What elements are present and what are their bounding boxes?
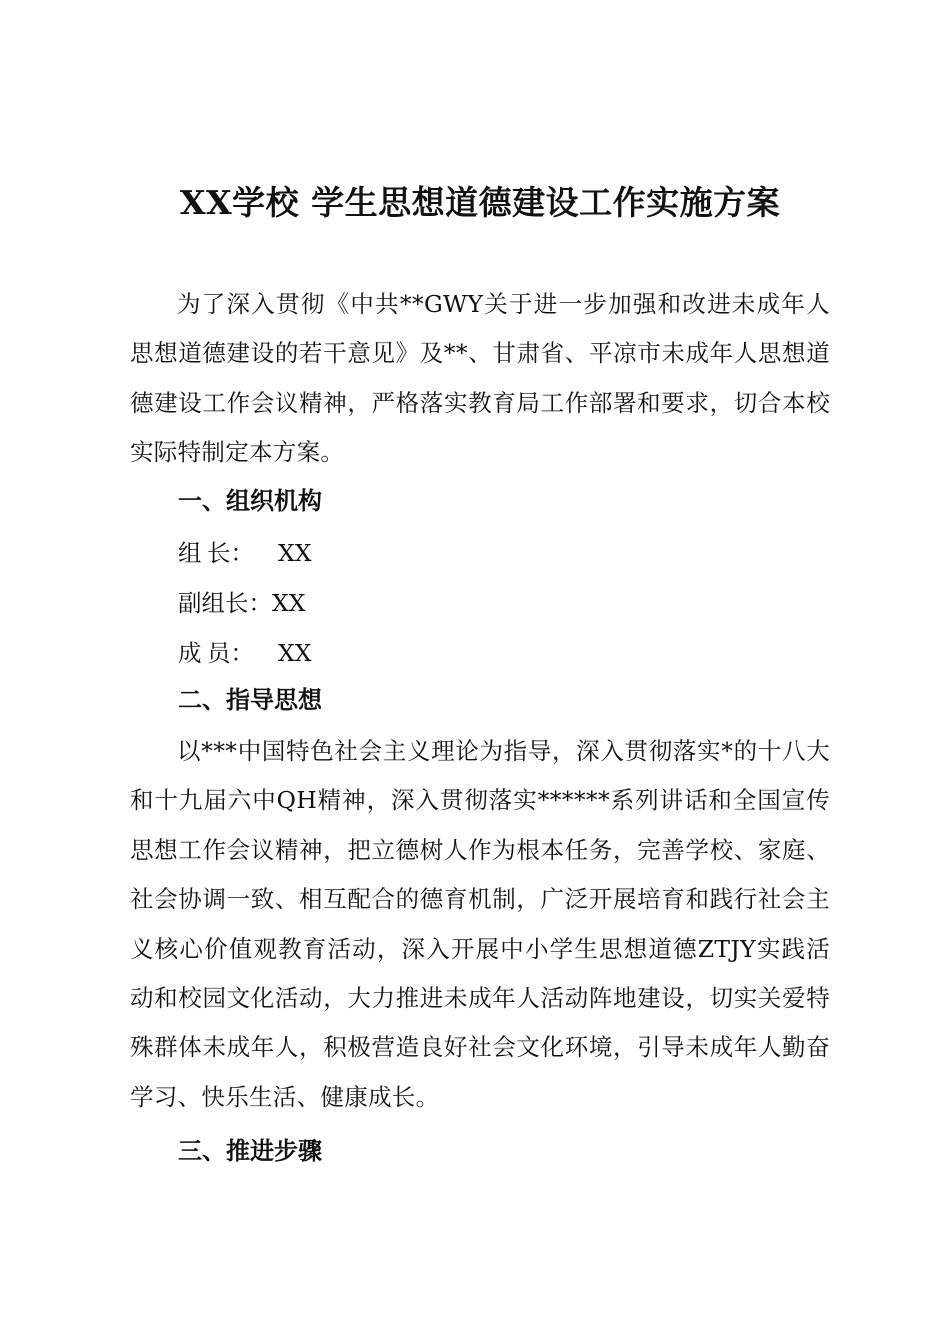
- member-label: 副组长：: [178, 589, 272, 617]
- document-title: XX学校 学生思想道德建设工作实施方案: [179, 183, 781, 222]
- member-row-members: [178, 633, 311, 673]
- member-label: 成 员：: [178, 639, 254, 667]
- member-label: 组 长：: [178, 539, 254, 567]
- intro-paragraph: 为了深入贯彻《中共**GWY关于进一步加强和改进未成年人思想道德建设的若干意见》及**、甘肃省、平凉市未成年人思想道德建设工作会议精神，严格落实教育局工作部署和要求，切合本校实际特制定本方案。: [130, 290, 830, 467]
- member-value: XX: [272, 589, 306, 617]
- member-row-leader: [178, 533, 311, 573]
- member-value: XX: [278, 539, 312, 567]
- member-row-deputy: [178, 583, 305, 623]
- section-heading-guiding-ideology: 二、指导思想: [178, 685, 322, 714]
- section-heading-organization: 一、组织机构: [178, 486, 322, 515]
- member-value: XX: [278, 639, 312, 667]
- guiding-ideology-paragraph: 以***中国特色社会主义理论为指导，深入贯彻落实*的十八大和十九届六中QH精神，深入贯彻落实******系列讲话和全国宣传思想工作会议精神，把立德树人作为根本任务，完善学校、家庭、社会协调一致、相互配合的德育机制，广泛开展培育和践行社会主义核心价值观教育活动，深入开展中小学生思想道德ZTJY实践活动和校园文化活动，大力推进未成年人活动阵地建设，切实关爱特殊群体未成年人，积极营造良好社会文化环境，引导未成年人勤奋学习、快乐生活、健康成长。: [130, 737, 830, 1111]
- section-heading-steps: 三、推进步骤: [178, 1136, 322, 1165]
